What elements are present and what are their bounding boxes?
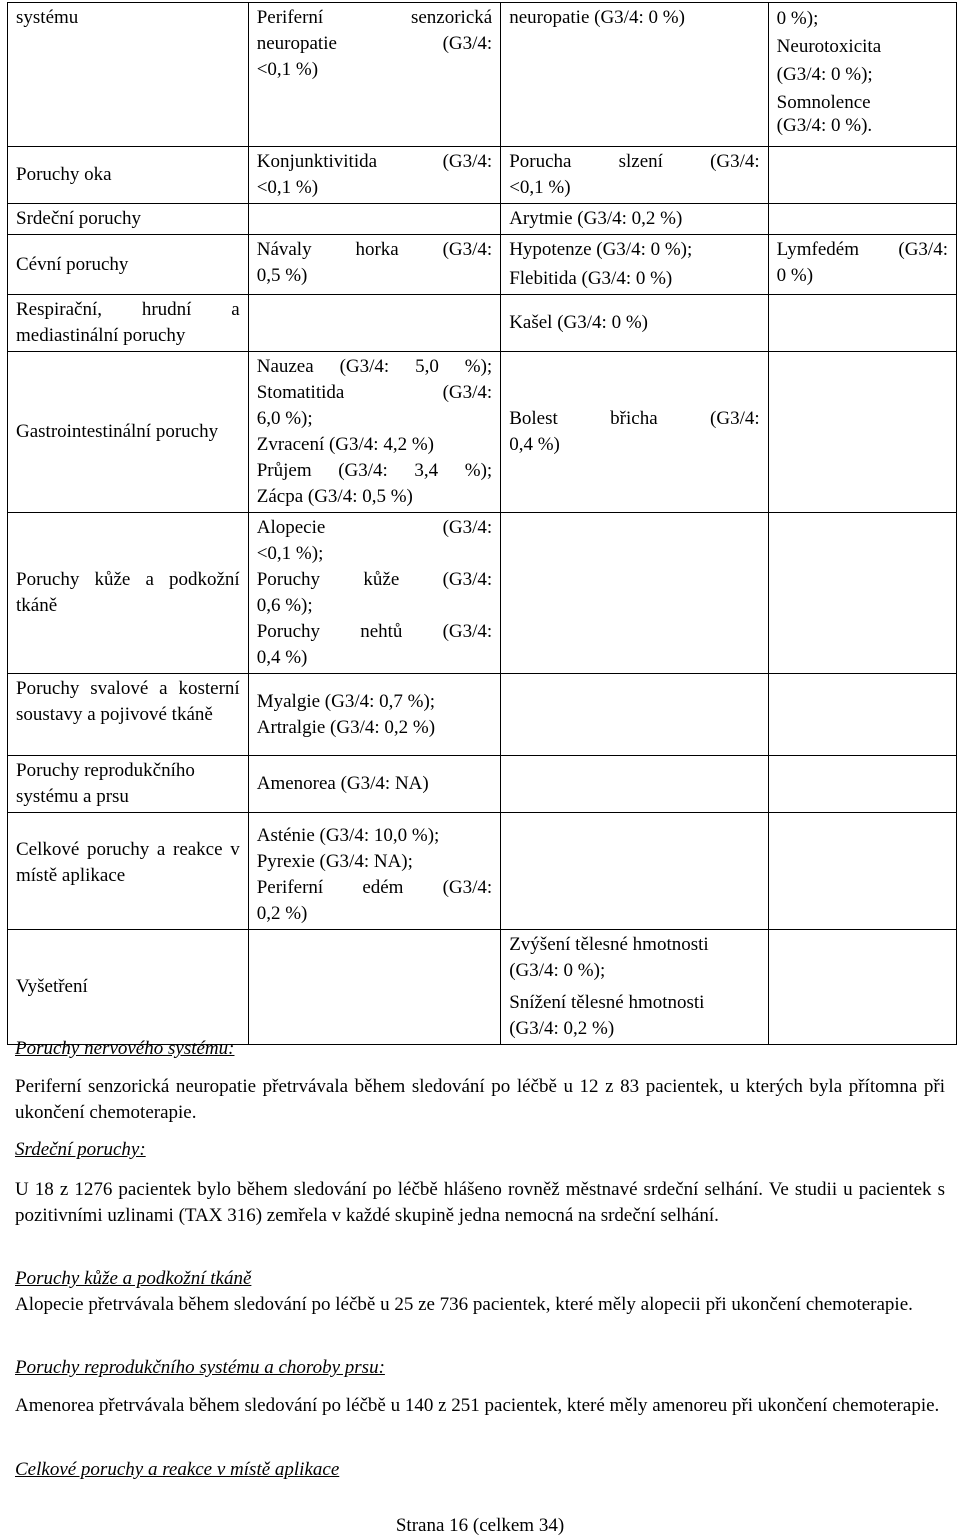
table-row (8, 513, 957, 674)
frequency-cell (248, 352, 500, 513)
frequency-cell (768, 235, 956, 295)
paragraph-cardiac: U 18 z 1276 pacientek bylo během sledování po léčbě hlášeno rovněž městnavé srdeční selhání. Ve studii u pacientek s pozitivními uzlinami (TAX 316) zemřela v každé skupině jedna nemocná na srdeční selhání. (15, 1179, 945, 1226)
soc-cell: Vyšetření (8, 930, 249, 1045)
frequency-cell (501, 147, 768, 204)
cell-line: 0,4 %) (509, 434, 560, 455)
cell-line: neuropatie (G3/4: (256, 33, 493, 54)
frequency-cell (248, 295, 500, 352)
cell-line: Porucha slzení (G3/4: (509, 151, 760, 172)
frequency-cell (501, 513, 768, 674)
table-row (8, 235, 957, 295)
frequency-cell (248, 3, 500, 147)
frequency-cell (248, 674, 500, 756)
frequency-cell (501, 930, 768, 1045)
cell-line: Pyrexie (G3/4: NA); (256, 851, 413, 872)
paragraph-skin: Alopecie přetrvávala během sledování po léčbě u 25 ze 736 pacientek, které měly alopecii při ukončení chemoterapie. (15, 1294, 913, 1315)
frequency-cell (768, 295, 956, 352)
cell-line: Alopecie (G3/4: (256, 517, 493, 538)
cell-line: Myalgie (G3/4: 0,7 %); (256, 690, 436, 712)
soc-cell: Srdeční poruchy (8, 204, 249, 235)
frequency-cell (768, 813, 956, 930)
frequency-cell (501, 235, 768, 295)
cell-line: 0,6 %); (256, 595, 313, 616)
frequency-cell (248, 235, 500, 295)
frequency-cell (248, 813, 500, 930)
cell-line: Artralgie (G3/4: 0,2 %) (256, 716, 436, 738)
frequency-cell (768, 204, 956, 235)
cell-line: Zvracení (G3/4: 4,2 %) (256, 434, 434, 455)
cell-line: <0,1 %) (509, 177, 571, 198)
cell-line: Bolest břicha (G3/4: (509, 408, 760, 429)
section-heading-reproductive: Poruchy reprodukčního systému a choroby prsu: (15, 1357, 385, 1378)
frequency-cell (501, 813, 768, 930)
frequency-cell (248, 513, 500, 674)
cell-line: 0 %) (776, 265, 814, 286)
soc-cell: Poruchy oka (8, 147, 249, 204)
frequency-cell (248, 204, 500, 235)
cell-line: Poruchy kůže (G3/4: (256, 569, 493, 590)
cell-line: 0,2 %) (256, 903, 308, 924)
cell-line: Zácpa (G3/4: 0,5 %) (256, 486, 413, 507)
frequency-cell (501, 352, 768, 513)
table-row (8, 295, 957, 352)
paragraph-nervous: Periferní senzorická neuropatie přetrvávala během sledování po léčbě u 12 z 83 pacientek, u kterých byla přítomna při ukončení chemoterapie. (15, 1076, 945, 1123)
cell-line: Návaly horka (G3/4: (256, 239, 493, 260)
cell-line: Periferní edém (G3/4: (256, 877, 493, 898)
frequency-cell (768, 352, 956, 513)
cell-line: Kašel (G3/4: 0 %) (509, 312, 648, 333)
soc-cell: Respirační, hrudní a mediastinální poruchy (8, 295, 249, 352)
soc-cell: Gastrointestinální poruchy (8, 352, 249, 513)
frequency-cell (768, 513, 956, 674)
table-row (8, 3, 957, 147)
cell-line: Amenorea (G3/4: NA) (256, 773, 429, 794)
paragraph-reproductive: Amenorea přetrvávala během sledování po léčbě u 140 z 251 pacientek, které měly amenoreu při ukončení chemoterapie. (15, 1395, 940, 1416)
section-heading-skin: Poruchy kůže a podkožní tkáně (15, 1268, 252, 1289)
frequency-cell (248, 930, 500, 1045)
cell-line: <0,1 %) (256, 59, 319, 80)
cell-line: Flebitida (G3/4: 0 %) (509, 268, 673, 289)
cell-line: Zvýšení tělesné hmotnosti (509, 934, 709, 955)
frequency-cell (501, 674, 768, 756)
cell-line: (G3/4: 0,2 %) (509, 1018, 615, 1039)
cell-line: Snížení tělesné hmotnosti (509, 992, 705, 1013)
frequency-cell (768, 930, 956, 1045)
frequency-cell (501, 204, 768, 235)
soc-cell: Cévní poruchy (8, 235, 249, 295)
cell-line: <0,1 %) (256, 177, 319, 198)
page-footer: Strana 16 (celkem 34) (395, 1515, 565, 1536)
frequency-cell (768, 147, 956, 204)
frequency-cell (248, 147, 500, 204)
cell-line: <0,1 %); (256, 543, 324, 564)
cell-line: 0,5 %) (256, 265, 308, 286)
cell-line: (G3/4: 0 %); (509, 960, 606, 981)
soc-cell: Poruchy reprodukčního systému a prsu (8, 756, 249, 813)
frequency-cell (501, 756, 768, 813)
table-row (8, 813, 957, 930)
section-heading-general: Celkové poruchy a reakce v místě aplikace (15, 1459, 340, 1480)
cell-line: 0,4 %) (256, 647, 308, 668)
cell-line: Asténie (G3/4: 10,0 %); (256, 825, 440, 846)
table-row (8, 352, 957, 513)
frequency-cell (248, 756, 500, 813)
cell-line: Neurotoxicita (776, 36, 882, 57)
frequency-cell (501, 295, 768, 352)
cell-line: 6,0 %); (256, 408, 313, 429)
cell-line: Somnolence (776, 92, 871, 113)
frequency-cell (768, 674, 956, 756)
cell-line: Konjunktivitida (G3/4: (256, 151, 493, 172)
table-row (8, 674, 957, 756)
table-row (8, 756, 957, 813)
cell-line: 0 %); (776, 8, 819, 29)
cell-line: Stomatitida (G3/4: (256, 382, 493, 403)
table-row (8, 204, 957, 235)
soc-cell: Poruchy kůže a podkožní tkáně (8, 513, 249, 674)
cell-line: Průjem (G3/4: 3,4 %); (256, 460, 493, 481)
cell-line: Poruchy nehtů (G3/4: (256, 621, 493, 642)
frequency-cell (768, 3, 956, 147)
section-heading-cardiac: Srdeční poruchy: (15, 1139, 146, 1160)
cell-line: (G3/4: 0 %). (776, 115, 873, 136)
cell-line: Arytmie (G3/4: 0,2 %) (509, 208, 683, 229)
cell-line: Periferní senzorická (256, 7, 493, 28)
soc-cell: systému (8, 3, 249, 147)
table-row (8, 930, 957, 1045)
frequency-cell (501, 3, 768, 147)
cell-line: neuropatie (G3/4: 0 %) (509, 7, 685, 28)
adverse-reactions-table (7, 2, 957, 1045)
soc-cell: Celkové poruchy a reakce v místě aplikace (8, 813, 249, 930)
cell-line: Nauzea (G3/4: 5,0 %); (256, 356, 493, 377)
cell-line: (G3/4: 0 %); (776, 64, 873, 85)
soc-cell: Poruchy svalové a kosterní soustavy a pojivové tkáně (8, 674, 249, 756)
cell-line: Hypotenze (G3/4: 0 %); (509, 239, 693, 260)
cell-line: Lymfedém (G3/4: (776, 239, 948, 260)
section-heading-nervous: Poruchy nervového systému: (15, 1038, 235, 1059)
frequency-cell (768, 756, 956, 813)
table-row (8, 147, 957, 204)
